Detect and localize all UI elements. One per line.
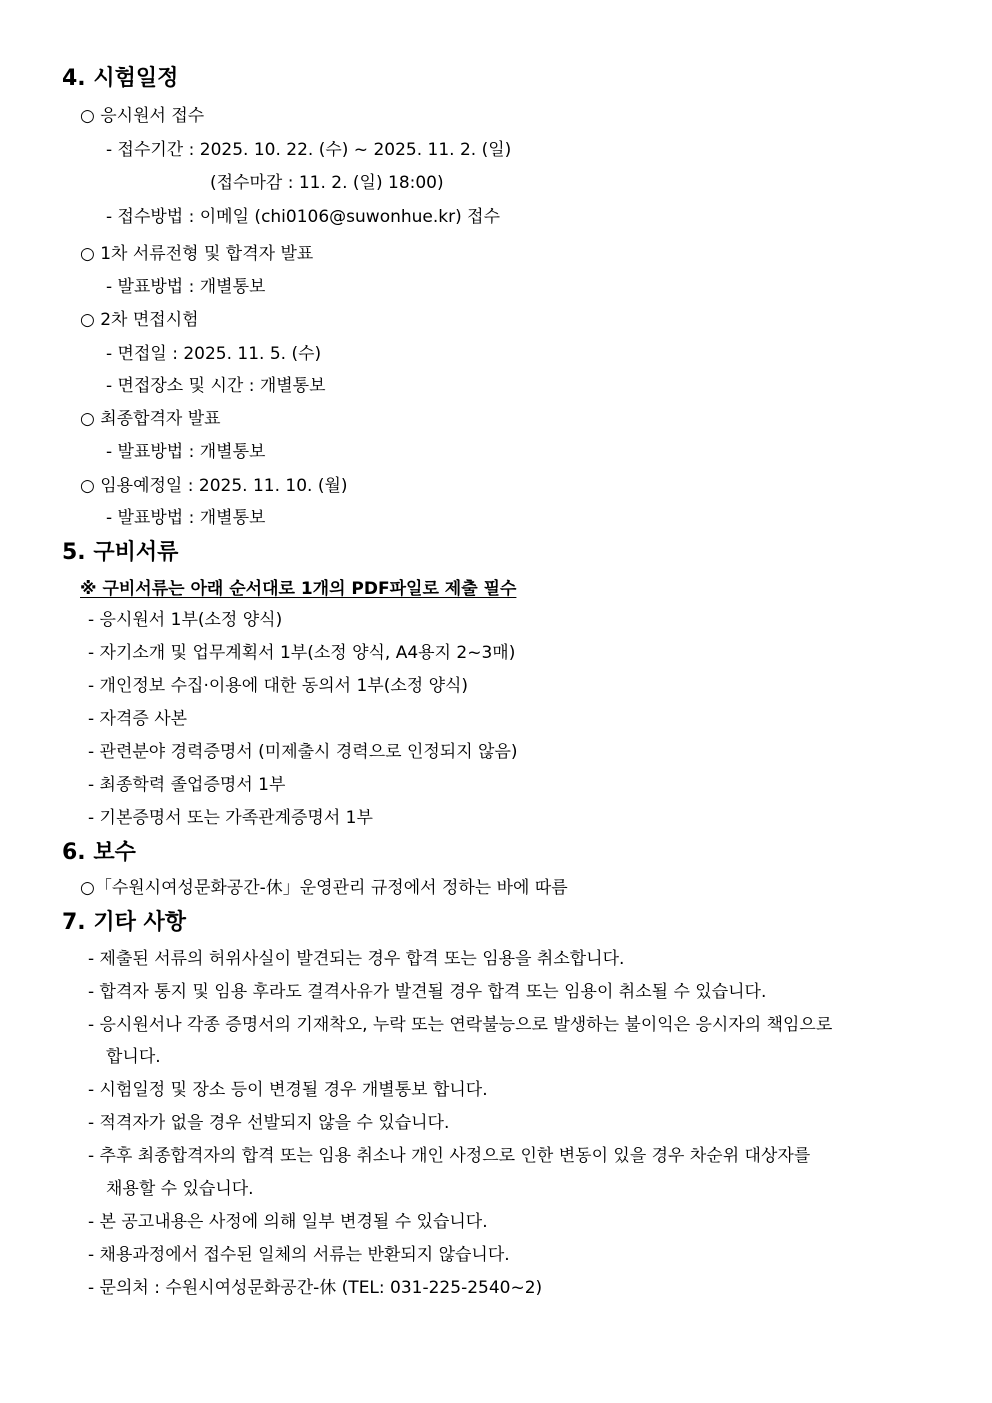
application-method: - 접수방법 : 이메일 (chi0106@suwonhue.kr) 접수 <box>106 207 501 227</box>
other-item: - 합격자 통지 및 임용 후라도 결격사유가 발견될 경우 합격 또는 임용이 취소될 수 있습니다. <box>88 982 767 1002</box>
other-item: - 채용과정에서 접수된 일체의 서류는 반환되지 않습니다. <box>88 1245 510 1265</box>
application-period: - 접수기간 : 2025. 10. 22. (수) ~ 2025. 11. 2. (일) <box>106 140 512 160</box>
schedule-item-interview: ○ 2차 면접시험 <box>80 310 199 330</box>
schedule-item-final-announcement: ○ 최종합격자 발표 <box>80 409 221 429</box>
document-screening-announcement: - 발표방법 : 개별통보 <box>106 277 266 297</box>
other-item: - 추후 최종합격자의 합격 또는 임용 취소나 개인 사정으로 인한 변동이 있을 경우 차순위 대상자를 <box>88 1146 811 1166</box>
document-item: - 최종학력 졸업증명서 1부 <box>88 775 286 795</box>
other-item-continuation: 채용할 수 있습니다. <box>106 1179 254 1199</box>
schedule-item-application: ○ 응시원서 접수 <box>80 106 205 126</box>
section-6-heading: 6. 보수 <box>62 840 136 865</box>
document-item: - 관련분야 경력증명서 (미제출시 경력으로 인정되지 않음) <box>88 742 518 762</box>
document-item: - 자격증 사본 <box>88 709 188 729</box>
contact-info: - 문의처 : 수원시여성문화공간-休 (TEL: 031-225-2540~2) <box>88 1278 543 1298</box>
other-item: - 적격자가 없을 경우 선발되지 않을 수 있습니다. <box>88 1113 450 1133</box>
required-documents-note: ※ 구비서류는 아래 순서대로 1개의 PDF파일로 제출 필수 <box>80 579 517 599</box>
section-5-heading: 5. 구비서류 <box>62 540 179 565</box>
section-4-heading: 4. 시험일정 <box>62 66 179 91</box>
section-7-heading: 7. 기타 사항 <box>62 910 186 935</box>
document-item: - 기본증명서 또는 가족관계증명서 1부 <box>88 808 373 828</box>
other-item: - 응시원서나 각종 증명서의 기재착오, 누락 또는 연락불능으로 발생하는 불이익은 응시자의 책임으로 <box>88 1015 833 1035</box>
appointment-announcement-method: - 발표방법 : 개별통보 <box>106 508 266 528</box>
document-item: - 응시원서 1부(소정 양식) <box>88 610 283 630</box>
document-item: - 개인정보 수집·이용에 대한 동의서 1부(소정 양식) <box>88 676 469 696</box>
other-item: - 제출된 서류의 허위사실이 발견되는 경우 합격 또는 임용을 취소합니다. <box>88 949 625 969</box>
document-item: - 자기소개 및 업무계획서 1부(소정 양식, A4용지 2~3매) <box>88 643 516 663</box>
schedule-item-document-screening: ○ 1차 서류전형 및 합격자 발표 <box>80 244 314 264</box>
other-item: - 본 공고내용은 사정에 의해 일부 변경될 수 있습니다. <box>88 1212 488 1232</box>
final-announcement-method: - 발표방법 : 개별통보 <box>106 442 266 462</box>
interview-place-time: - 면접장소 및 시간 : 개별통보 <box>106 376 326 396</box>
application-deadline: (접수마감 : 11. 2. (일) 18:00) <box>210 173 444 193</box>
other-item-continuation: 합니다. <box>106 1047 161 1067</box>
interview-date: - 면접일 : 2025. 11. 5. (수) <box>106 344 322 364</box>
other-item: - 시험일정 및 장소 등이 변경될 경우 개별통보 합니다. <box>88 1080 488 1100</box>
salary-item: ○「수원시여성문화공간-休」운영관리 규정에서 정하는 바에 따름 <box>80 878 568 898</box>
schedule-item-appointment-date: ○ 임용예정일 : 2025. 11. 10. (월) <box>80 476 348 496</box>
